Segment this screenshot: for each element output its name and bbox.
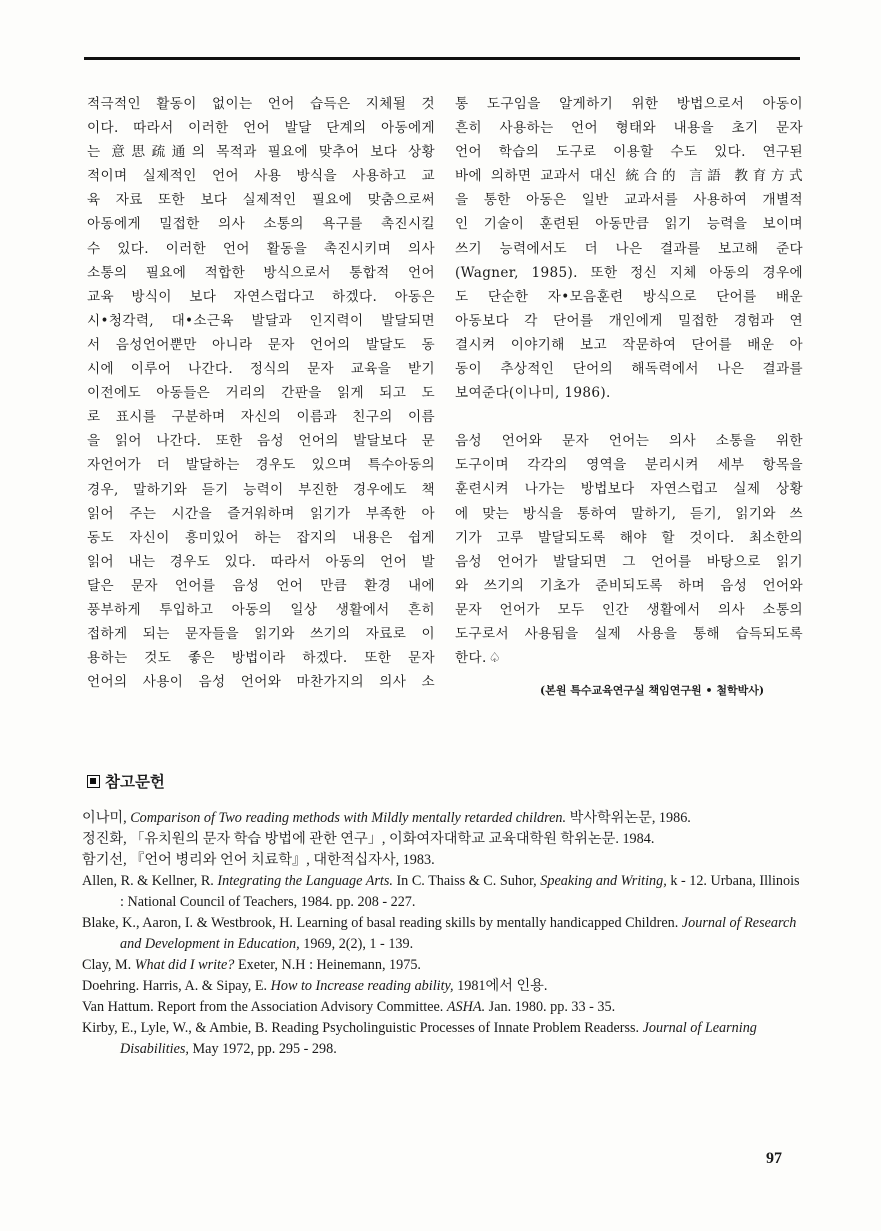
text-line: 와 쓰기의 기초가 준비되도록 하며 음성 언어와	[455, 577, 803, 594]
text-line: 한다. ♤	[455, 650, 502, 667]
reference-text: In C. Thaiss & C. Suhor,	[392, 873, 541, 889]
end-mark-icon: ♤	[488, 650, 502, 667]
reference-title: Speaking and Writing,	[540, 873, 667, 889]
reference-text: Allen, R. & Kellner, R.	[82, 873, 218, 889]
text-line: 달은 문자 언어를 음성 언어 만큼 환경 내에	[87, 577, 435, 594]
text-line: 서 음성언어뿐만 아니라 문자 언어의 발달도 동	[87, 336, 435, 353]
text-line: 도 단순한 자•모음훈련 방식으로 단어를 배운	[455, 288, 803, 305]
reference-text: 1981에서 인용.	[453, 978, 548, 994]
text-line: 통 도구임을 알게하기 위한 방법으로서 아동이	[455, 96, 803, 112]
text-line: (Wagner, 1985). 또한 정신 지체 아동의 경우에	[455, 264, 803, 281]
text-line: 용하는 것도 좋은 방법이라 하겠다. 또한 문자	[87, 650, 435, 667]
text-line: 훈련시켜 나가는 방법보다 자연스럽고 실제 상황	[455, 481, 803, 498]
text-line: 을 읽어 나간다. 또한 음성 언어의 발달보다 문	[87, 433, 435, 450]
reference-text: 1969, 2(2), 1 - 139.	[299, 936, 414, 952]
reference-title: Journal of Research and Development in Education,	[120, 915, 797, 952]
text-line: 기가 고루 발달되도록 해야 할 것이다. 최소한의	[455, 529, 803, 546]
text-line: 적이며 실제적인 언어 사용 방식을 사용하고 교	[87, 168, 435, 185]
text-line: 보여준다(이나미, 1986).	[455, 385, 611, 402]
reference-text: Kirby, E., Lyle, W., & Ambie, B. Reading Psycholinguistic Processes of Innate Problem Readerss.	[82, 1020, 643, 1036]
text-line: 쓰기 능력에서도 더 나은 결과를 보고해 준다	[455, 240, 803, 257]
text-line: 에 맞는 방식을 통하여 말하기, 듣기, 읽기와 쓰	[455, 505, 803, 522]
reference-title: Comparison of Two reading methods with Mildly mentally retarded children.	[130, 810, 567, 826]
text-line: 시•청각력, 대•소근육 발달과 인지력이 발달되면	[87, 312, 435, 329]
reference-text: Van Hattum. Report from the Association Advisory Committee.	[82, 999, 447, 1015]
reference-text: Blake, K., Aaron, I. & Westbrook, H. Learning of basal reading skills by mentally handicapped Children.	[82, 915, 682, 931]
text-line: 인 기술이 훈련된 아동만큼 읽기 능력을 보이며	[455, 216, 803, 233]
reference-item	[82, 997, 804, 1018]
text-line: 결시켜 이야기해 보고 작문하여 단어를 배운 아	[455, 336, 803, 353]
text-line: 음성 언어와 문자 언어는 의사 소통을 위한	[455, 433, 803, 450]
text-line: 도구로서 사용됨을 실제 사용을 통해 습득되도록	[455, 625, 803, 642]
text-line: 읽어 주는 시간을 즐거워하며 읽기가 부족한 아	[87, 505, 435, 522]
reference-text: 박사학위논문, 1986.	[566, 810, 691, 826]
text-line: 언어의 사용이 음성 언어와 마찬가지의 의사 소	[87, 674, 435, 691]
references-list	[82, 808, 804, 1060]
reference-text: Jan. 1980. pp. 33 - 35.	[485, 999, 616, 1015]
text-line: 바에 의하면 교과서 대신 統合的 言語 教育方式	[455, 168, 803, 185]
text-line: 이다. 따라서 이러한 언어 발달 단계의 아동에게	[87, 120, 435, 137]
left-column	[87, 92, 435, 694]
top-rule	[84, 57, 800, 60]
text-line: 을 통한 아동은 일반 교과서를 사용하여 개별적	[455, 192, 803, 209]
references-heading	[87, 770, 165, 792]
author-affiliation: (본원 특수교육연구실 책임연구원 • 철학박사)	[540, 684, 765, 697]
text-line: 적극적인 활동이 없이는 언어 습득은 지체될 것	[87, 96, 435, 112]
text-line: 음성 언어가 발달되면 그 언어를 바탕으로 읽기	[455, 553, 803, 570]
reference-item	[82, 1018, 804, 1060]
text-line: 소통의 필요에 적합한 방식으로서 통합적 언어	[87, 264, 435, 281]
text-line: 는 意思疏通의 목적과 필요에 맞추어 보다 상황	[87, 144, 435, 161]
text-line: 수 있다. 이러한 언어 활동을 촉진시키며 의사	[87, 240, 435, 257]
right-column	[455, 92, 803, 670]
text-line: 언어 학습의 도구로 이용할 수도 있다. 연구된	[455, 144, 803, 161]
reference-text: k - 12. Urbana, Illinois : National Council of Teachers, 1984. pp. 208 - 227.	[120, 873, 800, 910]
text-line: 풍부하게 투입하고 아동의 일상 생활에서 흔히	[87, 601, 435, 618]
text-line: 아동보다 각 단어를 개인에게 밀접한 경험과 연	[455, 312, 803, 329]
page-number: 97	[766, 1150, 782, 1167]
text-line: 로 표시를 구분하며 자신의 이름과 친구의 이름	[87, 409, 435, 426]
reference-text: 정진화, 「유치원의 문자 학습 방법에 관한 연구」, 이화여자대학교 교육대학원 학위논문. 1984.	[82, 831, 655, 847]
reference-title: What did I write?	[134, 957, 235, 973]
text-line: 동이 추상적인 단어의 해독력에서 나은 결과를	[455, 361, 803, 378]
text-line: 도구이며 각각의 영역을 분리시켜 세부 항목을	[455, 457, 803, 474]
text-line: 시에 이루어 나간다. 정식의 문자 교육을 받기	[87, 361, 435, 378]
text-line: 문자 언어가 모두 인간 생활에서 의사 소통의	[455, 601, 803, 618]
reference-item	[82, 976, 804, 997]
text-line: 자언어가 더 발달하는 경우도 있으며 특수아동의	[87, 457, 435, 474]
reference-item	[82, 829, 804, 850]
reference-title: How to Increase reading ability,	[270, 978, 454, 994]
reference-text: Exeter, N.H : Heinemann, 1975.	[234, 957, 421, 973]
reference-text: 함기선, 『언어 병리와 언어 치료학』, 대한적십자사, 1983.	[82, 852, 435, 868]
reference-text: Clay, M.	[82, 957, 135, 973]
reference-text: Doehring. Harris, A. & Sipay, E.	[82, 978, 271, 994]
text-line: 읽어 내는 경우도 있다. 따라서 아동의 언어 발	[87, 553, 435, 570]
reference-item	[82, 808, 804, 829]
reference-item	[82, 850, 804, 871]
text-line: 이전에도 아동들은 거리의 간판을 읽게 되고 도	[87, 385, 435, 402]
reference-title: Integrating the Language Arts.	[217, 873, 393, 889]
text-line: 교육 방식이 보다 자연스럽다고 하겠다. 아동은	[87, 288, 435, 305]
paragraph-gap	[455, 405, 803, 429]
reference-item	[82, 955, 804, 976]
text-line: 아동에게 밀접한 의사 소통의 욕구를 촉진시킬	[87, 216, 435, 233]
text-line: 접하게 되는 문자들을 읽기와 쓰기의 자료로 이	[87, 626, 435, 643]
reference-item	[82, 871, 804, 913]
text-line: 경우, 말하기와 듣기 능력이 부진한 경우에도 책	[87, 481, 435, 498]
text-line: 동도 자신이 흥미있어 하는 잡지의 내용은 쉽게	[87, 529, 435, 546]
section-marker-icon	[87, 775, 100, 788]
text-line: 흔히 사용하는 언어 형태와 내용을 초기 문자	[455, 120, 803, 137]
reference-text: May 1972, pp. 295 - 298.	[188, 1041, 337, 1057]
references-heading-label: 참고문헌	[105, 773, 165, 791]
reference-title: ASHA.	[446, 999, 486, 1015]
reference-item	[82, 913, 804, 955]
reference-text: 이나미,	[82, 810, 131, 826]
reference-title: Journal of Learning Disabilities,	[120, 1020, 757, 1057]
text-line: 육 자료 또한 보다 실제적인 필요에 맞춤으로써	[87, 192, 435, 209]
